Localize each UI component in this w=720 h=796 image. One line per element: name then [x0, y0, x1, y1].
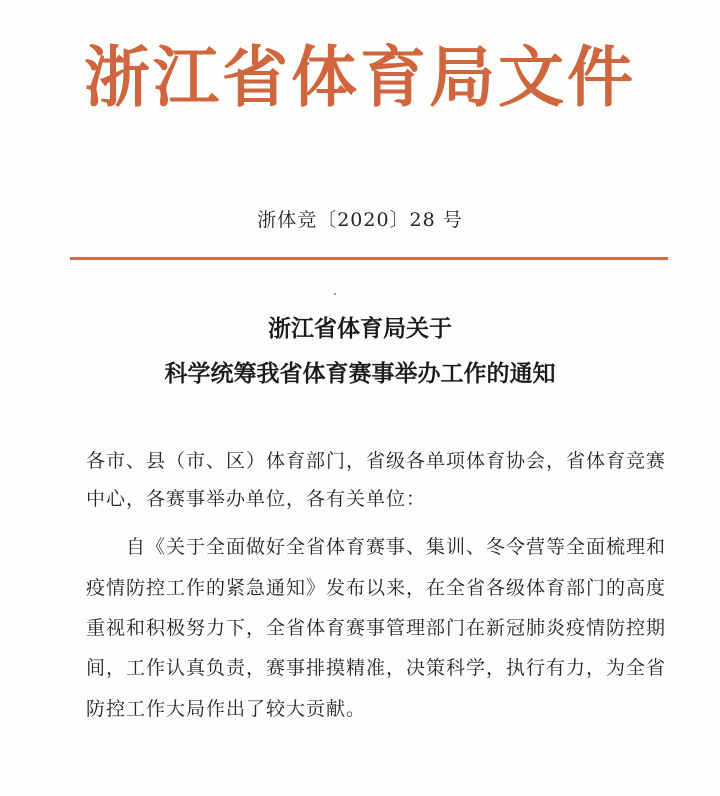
salutation-line-2: 中心，各赛事举办单位，各有关单位：	[86, 488, 427, 510]
paragraph-line-2: 疫情防控工作的紧急通知》发布以来，在全省各级体育部门的高度	[86, 577, 667, 599]
title-line-2: 科学统筹我省体育赛事举办工作的通知	[164, 361, 556, 387]
issuer-masthead: 浙江省体育局文件	[84, 39, 636, 116]
red-divider-line	[70, 257, 668, 260]
paragraph-line-3: 重视和积极努力下，全省体育赛事管理部门在新冠肺炎疫情防控期	[86, 617, 667, 639]
paragraph-line-5: 防控工作大局作出了较大贡献。	[86, 698, 367, 720]
paragraph-line-1: 自《关于全面做好全省体育赛事、集训、冬令营等全面梳理和	[126, 536, 667, 558]
title-line-1: 浙江省体育局关于	[268, 316, 452, 342]
paragraph-line-4: 间，工作认真负责，赛事排摸精准，决策科学，执行有力，为全省	[86, 657, 667, 679]
speck-mark	[334, 293, 336, 295]
document-number: 浙体竞〔2020〕28 号	[257, 209, 463, 231]
salutation-line-1: 各市、县（市、区）体育部门，省级各单项体育协会，省体育竞赛	[86, 450, 667, 472]
